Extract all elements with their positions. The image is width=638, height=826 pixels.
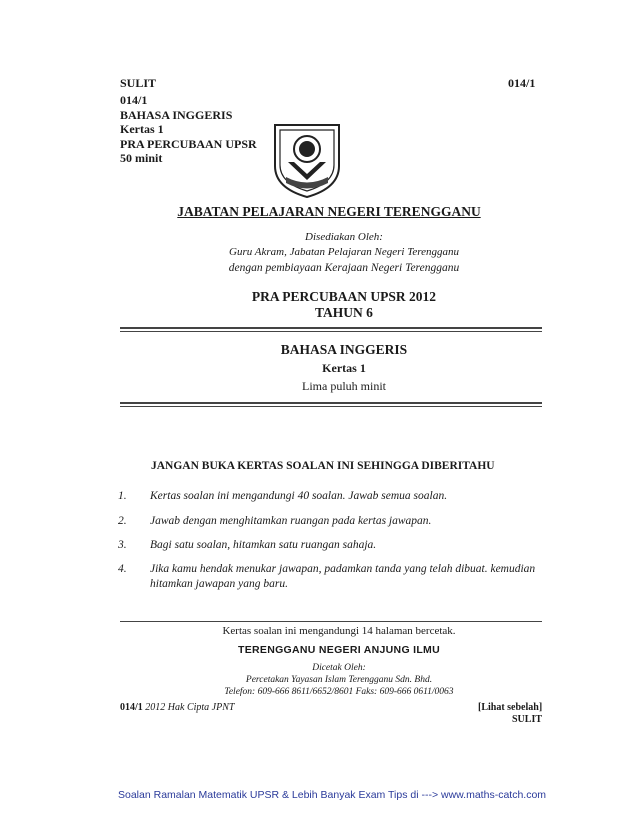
- paper-info-line: Kertas 1: [120, 122, 164, 136]
- divider: [120, 327, 542, 329]
- crest-logo: [272, 122, 342, 199]
- instruction-text: Jika kamu hendak menukar jawapan, padamkan tanda yang telah dibuat. kemudian hitamkan jawapan yang baru.: [150, 563, 536, 590]
- copyright-text: 2012 Hak Cipta JPNT: [145, 702, 235, 713]
- paper-number: Kertas 1: [322, 361, 366, 375]
- instruction-text: Jawab dengan menghitamkan ruangan pada kertas jawapan.: [150, 515, 432, 527]
- sulit-label-top: SULIT: [120, 76, 157, 90]
- exam-year: TAHUN 6: [315, 305, 373, 320]
- copyright-code: 014/1: [120, 702, 143, 713]
- printer-name: Percetakan Yayasan Islam Terengganu Sdn. Bhd.: [245, 675, 433, 685]
- subject-title: BAHASA INGGERIS: [280, 342, 408, 357]
- exam-duration: Lima puluh minit: [302, 379, 386, 393]
- department-heading: JABATAN PELAJARAN NEGERI TERENGGANU: [177, 204, 481, 219]
- divider: [120, 406, 542, 407]
- page-count-note: Kertas soalan ini mengandungi 14 halaman bercetak.: [222, 625, 456, 637]
- copyright-line: [120, 702, 234, 713]
- printer-contact: Telefon: 609-666 8611/6652/8601 Faks: 609-666 0611/0063: [224, 687, 454, 697]
- instruction-number: 3.: [118, 539, 127, 551]
- divider: [120, 402, 542, 404]
- prepared-label: Disediakan Oleh:: [305, 231, 383, 243]
- instruction-text: Bagi satu soalan, hitamkan satu ruangan sahaja.: [150, 539, 377, 551]
- instruction-number: 2.: [118, 515, 127, 527]
- funding-note: dengan pembiayaan Kerajaan Negeri Terengganu: [228, 262, 460, 274]
- state-motto: TERENGGANU NEGERI ANJUNG ILMU: [238, 644, 440, 656]
- exam-title: PRA PERCUBAAN UPSR 2012: [251, 289, 437, 304]
- instruction-text: Kertas soalan ini mengandungi 40 soalan. Jawab semua soalan.: [150, 490, 448, 502]
- sulit-label-bottom: SULIT: [511, 714, 542, 725]
- paper-info: [120, 93, 257, 166]
- paper-info-line: PRA PERCUBAAN UPSR: [120, 136, 257, 151]
- paper-info-line: BAHASA INGGERIS: [120, 107, 233, 122]
- printed-label: Dicetak Oleh:: [312, 663, 366, 673]
- instruction-number: 4.: [118, 563, 127, 575]
- paper-info-line: 50 minit: [120, 151, 163, 165]
- turn-over-note: [Lihat sebelah]: [478, 702, 543, 713]
- divider: [120, 621, 542, 622]
- instruction-number: 1.: [118, 490, 127, 502]
- divider: [120, 331, 542, 332]
- promo-link[interactable]: Soalan Ramalan Matematik UPSR & Lebih Banyak Exam Tips di ---> www.maths-catch.com: [118, 789, 547, 801]
- paper-code-top: 014/1: [508, 76, 536, 90]
- prepared-by: Guru Akram, Jabatan Pelajaran Negeri Terengganu: [229, 246, 459, 258]
- paper-info-line: 014/1: [120, 93, 148, 107]
- warning-heading: JANGAN BUKA KERTAS SOALAN INI SEHINGGA DIBERITAHU: [151, 460, 495, 472]
